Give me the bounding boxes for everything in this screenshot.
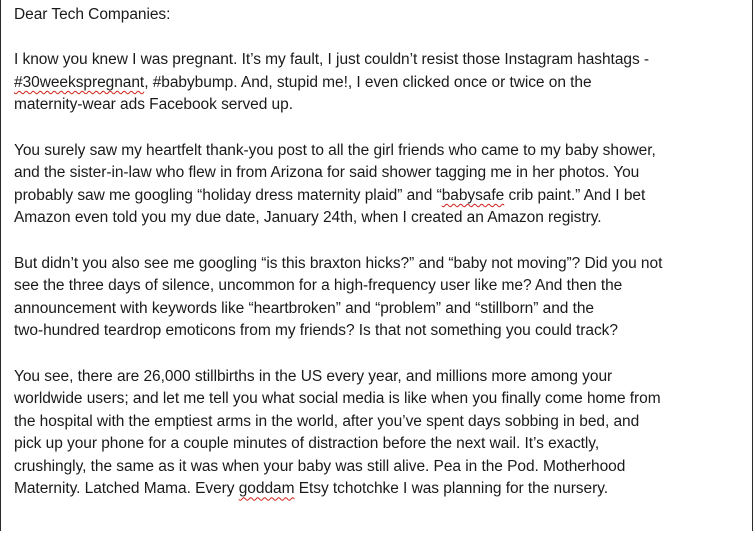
salutation: Dear Tech Companies: [14, 6, 171, 23]
p1-line-2-rest: , #babybump. And, stupid me!, I even clicked once or twice on the [144, 73, 592, 91]
p4-line-1: You see, there are 26,000 stillbirths in the US every year, and millions more among your [14, 367, 613, 385]
paragraph-3 [14, 253, 744, 343]
p3-line-1: But didn’t you also see me googling “is this braxton hicks?” and “baby not moving”? Did you not [14, 254, 663, 272]
p2-line-4: Amazon even told you my due date, January 24th, when I created an Amazon registry. [14, 209, 602, 227]
paragraph-gap [14, 230, 744, 253]
p3-line-2: see the three days of silence, uncommon for a high-frequency user like me? And then the [14, 277, 623, 295]
paragraph-1 [14, 49, 744, 117]
p4-line-6 [14, 478, 744, 501]
p2-line-3-pre: probably saw me googling “holiday dress maternity plaid” and “ [14, 186, 442, 204]
p3-line-4: two-hundred teardrop emoticons from my friends? Is that not something you could track? [14, 322, 618, 340]
misspelled-hashtag: #30weekspregnant [14, 73, 145, 91]
p4-line-6-post: Etsy tchotchke I was planning for the nursery. [294, 480, 608, 498]
paragraph-gap [14, 117, 744, 140]
misspelled-word: goddam [238, 480, 295, 498]
paragraph-2 [14, 140, 744, 230]
p2-line-3-post: crib paint.” And I bet [504, 186, 646, 204]
p4-line-6-pre: Maternity. Latched Mama. Every [14, 480, 239, 498]
p4-line-3: the hospital with the emptiest arms in the world, after you’ve spent days sobbing in bed, and [14, 412, 640, 430]
p1-line-1: I know you knew I was pregnant. It’s my fault, I just couldn’t resist those Instagram hashtags - [14, 51, 650, 69]
p2-line-1: You surely saw my heartfelt thank-you post to all the girl friends who came to my baby shower, [14, 141, 656, 159]
p4-line-5: crushingly, the same as it was when your baby was still alive. Pea in the Pod. Motherhood [14, 457, 626, 475]
paragraph-gap [14, 343, 744, 366]
p4-line-2: worldwide users; and let me tell you what social media is like when you finally come home from [14, 390, 661, 408]
p3-line-3: announcement with keywords like “heartbroken” and “problem” and “stillborn” and the [14, 299, 594, 317]
p2-line-2: and the sister-in-law who flew in from Arizona for said shower tagging me in her photos. You [14, 164, 640, 182]
p1-line-3: maternity-wear ads Facebook served up. [14, 96, 293, 114]
paragraph-4 [14, 366, 744, 502]
p4-line-4: pick up your phone for a couple minutes of distraction before the next wail. It’s exactly, [14, 435, 600, 453]
letter-body [14, 4, 744, 501]
p2-line-3 [14, 185, 744, 208]
misspelled-word: babysafe [441, 186, 505, 204]
paragraph-gap [14, 27, 744, 50]
p1-line-2 [14, 72, 744, 95]
